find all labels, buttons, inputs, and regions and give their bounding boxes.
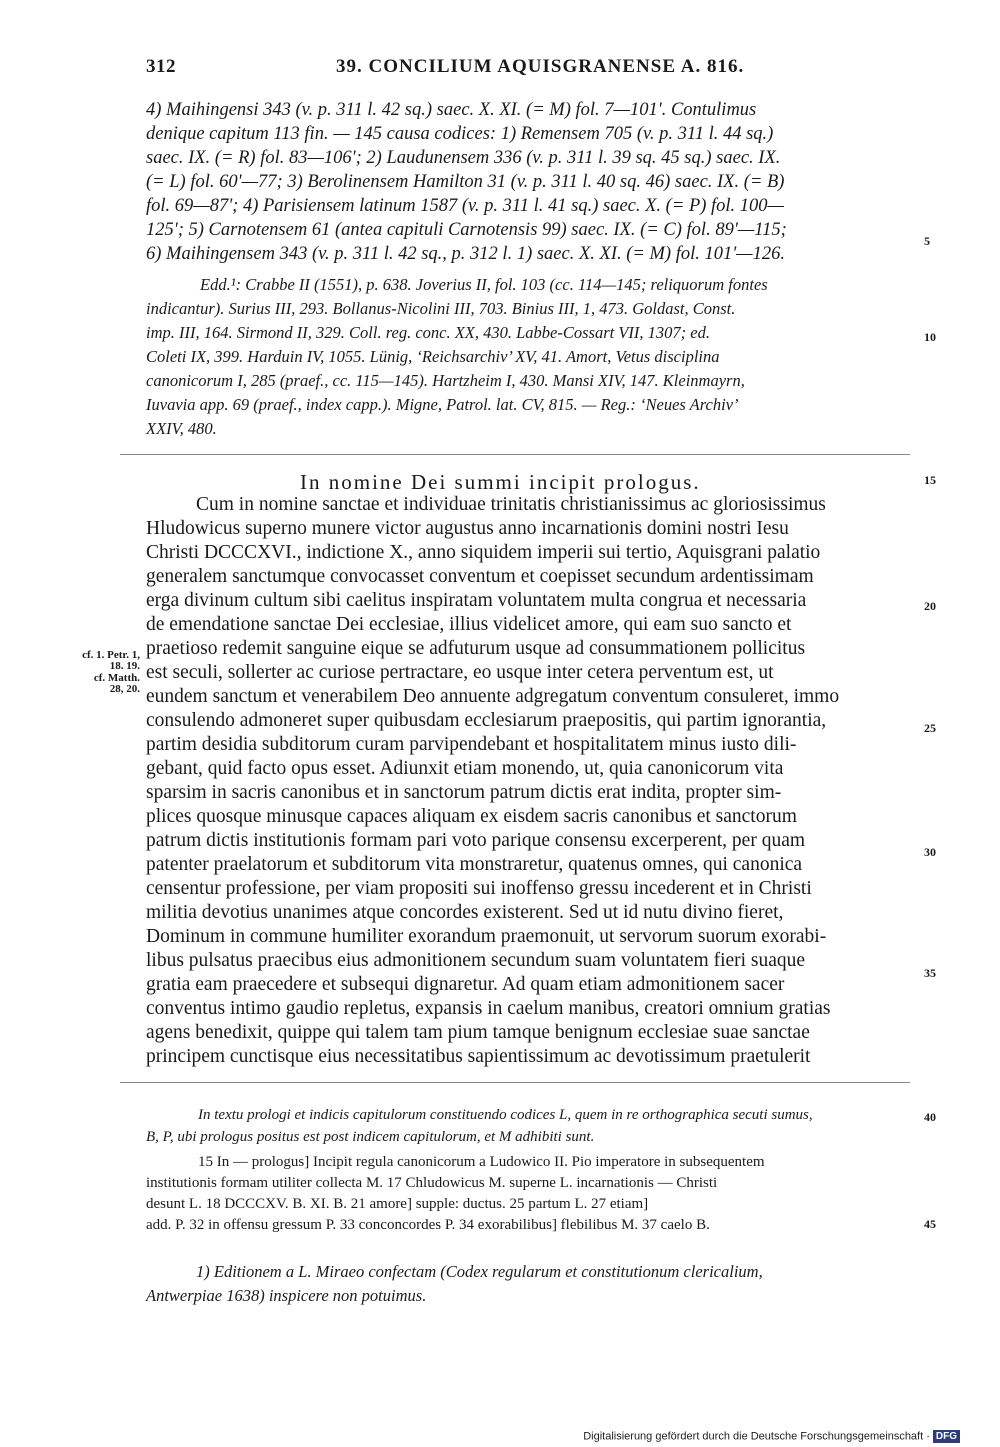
- margin-reference: cf. Matth.: [93, 672, 140, 684]
- text-line: eundem sanctum et venerabilem Deo annuente adgregatum conventum consuleret, immo: [146, 686, 840, 707]
- text-line: fol. 69—87'; 4) Parisiensem latinum 1587 (v. p. 311 l. 41 sq.) saec. X. (= P) fol. 100—: [146, 196, 785, 216]
- section-divider: [120, 454, 910, 455]
- text-line: generalem sanctumque convocasset conventum et coepisset secundum ardentissimam: [146, 566, 814, 587]
- line-number: 25: [924, 721, 936, 735]
- text-line: 1) Editionem a L. Miraeo confectam (Codex regularum et constitutionum clericalium,: [196, 1262, 763, 1281]
- margin-reference: cf. 1. Petr. 1,: [82, 649, 140, 661]
- page-number: 312: [146, 56, 176, 77]
- text-line: de emendatione sanctae Dei ecclesiae, illius videlicet amore, qui eam suo sancto et: [146, 614, 792, 635]
- text-line: agens benedixit, quippe qui talem tam pium tamque benignum ecclesiae suae sanctae: [146, 1022, 810, 1043]
- text-line: (= L) fol. 60'—77; 3) Berolinensem Hamilton 31 (v. p. 311 l. 40 sq. 46) saec. IX. (= B): [146, 172, 785, 192]
- text-line: patenter praelatorum et subditorum vita monstraretur, quatenus omnes, qui canonica: [146, 854, 803, 875]
- running-title: 39. CONCILIUM AQUISGRANENSE A. 816.: [336, 56, 745, 77]
- digitization-credit: [583, 1430, 960, 1443]
- text-line: 15 In — prologus] Incipit regula canonicorum a Ludowico II. Pio imperatore in subsequentem: [198, 1154, 765, 1170]
- text-line: principem cunctisque eius necessitatibus sapientissimum ac devotissimum praetulerit: [146, 1046, 811, 1067]
- line-number: 30: [924, 845, 936, 859]
- text-line: add. P. 32 in offensu gressum P. 33 conconcordes P. 34 exorabilibus] flebilibus M. 37 caelo B.: [146, 1217, 710, 1233]
- page-header: [146, 56, 906, 82]
- line-number: 5: [924, 234, 930, 248]
- text-line: libus pulsatus praecibus eius admonitionem secundum suam voluntatem fieri suaque: [146, 950, 806, 971]
- text-line: denique capitum 113 fin. — 145 causa codices: 1) Remensem 705 (v. p. 311 l. 44 sq.): [146, 124, 774, 144]
- line-number: 40: [924, 1110, 936, 1124]
- prologue-heading: In nomine Dei summi incipit prologus.: [300, 470, 701, 494]
- text-line: censentur professione, per viam propositi sui inoffenso gressu incederent et in Christi: [146, 878, 812, 899]
- text-line: Coleti IX, 399. Harduin IV, 1055. Lünig, ‘Reichsarchiv’ XV, 41. Amort, Vetus disciplina: [146, 347, 720, 366]
- text-line: Antwerpiae 1638) inspicere non potuimus.: [146, 1286, 427, 1305]
- text-line: Christi DCCCXVI., indictione X., anno siquidem imperii sui tertio, Aquisgrani palatio: [146, 542, 821, 563]
- line-number: 20: [924, 599, 936, 613]
- text-line: saec. IX. (= R) fol. 83—106'; 2) Laudunensem 336 (v. p. 311 l. 39 sq. 45 sq.) saec. IX.: [146, 148, 781, 168]
- text-line: B, P, ubi prologus positus est post indicem capitulorum, et M adhibiti sunt.: [146, 1129, 595, 1145]
- line-number: 15: [924, 473, 936, 487]
- text-line: consulendo admoneret super quibusdam ecclesiarum praepositis, qui partim ignorantia,: [146, 710, 827, 731]
- text-line: gratia eam praecedere et subsequi dignaretur. Ad quam etiam admonitionem sacer: [146, 974, 785, 995]
- text-line: Edd.¹: Crabbe II (1551), p. 638. Joverius II, fol. 103 (cc. 114—145; reliquorum fontes: [200, 275, 768, 294]
- dfg-logo: DFG: [933, 1430, 960, 1443]
- text-line: Dominum in commune humiliter exorandum praemonuit, ut servorum suorum exorabi-: [146, 926, 827, 947]
- text-line: imp. III, 164. Sirmond II, 329. Coll. reg. conc. XX, 430. Labbe-Cossart VII, 1307; ed.: [146, 323, 710, 342]
- margin-reference: 28, 20.: [109, 683, 140, 695]
- text-line: indicantur). Surius III, 293. Bollanus-Nicolini III, 703. Binius III, 1, 473. Goldast, Const.: [146, 299, 736, 318]
- text-line: 125'; 5) Carnotensem 61 (antea capituli Carnotensis 99) saec. IX. (= C) fol. 89'—115;: [146, 220, 787, 240]
- text-line: militia devotius unanimes atque concordes existerent. Sed ut id nutu divino fieret,: [146, 902, 784, 923]
- line-number: 10: [924, 330, 936, 344]
- text-line: desunt L. 18 DCCCXV. B. XI. B. 21 amore] supple: ductus. 25 partum L. 27 etiam]: [146, 1196, 649, 1212]
- text-line: partim desidia subditorum curam parvipendebant et hospitalitatem minus iusto dili-: [146, 734, 797, 755]
- text-line: sparsim in sacris canonibus et in sanctorum patrum dictis erat indita, propter sim-: [146, 782, 782, 803]
- text-line: 6) Maihingensem 343 (v. p. 311 l. 42 sq., p. 312 l. 1) saec. X. XI. (= M) fol. 101'—126.: [146, 244, 786, 264]
- text-line: erga divinum cultum sibi caelitus inspiratam voluntatem multa congrua et necessaria: [146, 590, 807, 611]
- text-line: institutionis formam utiliter collecta M. 17 Chludowicus M. superne L. incarnationis — Christi: [146, 1175, 718, 1191]
- text-line: 4) Maihingensi 343 (v. p. 311 l. 42 sq.) saec. X. XI. (= M) fol. 7—101'. Contulimus: [146, 100, 757, 120]
- text-line: Iuvavia app. 69 (praef., index capp.). Migne, Patrol. lat. CV, 815. — Reg.: ‘Neues Archiv’: [146, 395, 739, 414]
- text-line: XXIV, 480.: [146, 419, 217, 438]
- line-number: 45: [924, 1217, 936, 1231]
- text-line: Cum in nomine sanctae et individuae trinitatis christianissimus ac gloriosissimus: [196, 494, 826, 515]
- text-line: Hludowicus superno munere victor augustus anno incarnationis domini nostri Iesu: [146, 518, 789, 539]
- text-line: patrum dictis institutionis formam pari voto parique consensu excerperent, per quam: [146, 830, 806, 851]
- credit-text: Digitalisierung gefördert durch die Deutsche Forschungsgemeinschaft ·: [583, 1430, 930, 1443]
- text-line: canonicorum I, 285 (praef., cc. 115—145). Hartzheim I, 430. Mansi XIV, 147. Kleinmayrn,: [146, 371, 745, 390]
- text-line: plices quosque minusque capaces aliquam ex eisdem sacris canonibus et sanctorum: [146, 806, 797, 827]
- text-line: est seculi, sollerter ac curiose pertractare, eo usque inter cetera perventum est, ut: [146, 662, 774, 683]
- text-line: In textu prologi et indicis capitulorum constituendo codices L, quem in re orthographica secuti sumus,: [198, 1107, 813, 1123]
- text-line: gebant, quid facto opus esset. Adiunxit etiam monendo, ut, quia canonicorum vita: [146, 758, 784, 779]
- text-line: conventus intimo gaudio repletus, expansis in caelum manibus, creatori omnium gratias: [146, 998, 831, 1019]
- line-number: 35: [924, 966, 936, 980]
- footnote-divider: [120, 1082, 910, 1083]
- text-line: praetioso redemit sanguine eique se adfuturum usque ad consummationem pollicitus: [146, 638, 806, 659]
- margin-reference: 18. 19.: [109, 660, 140, 672]
